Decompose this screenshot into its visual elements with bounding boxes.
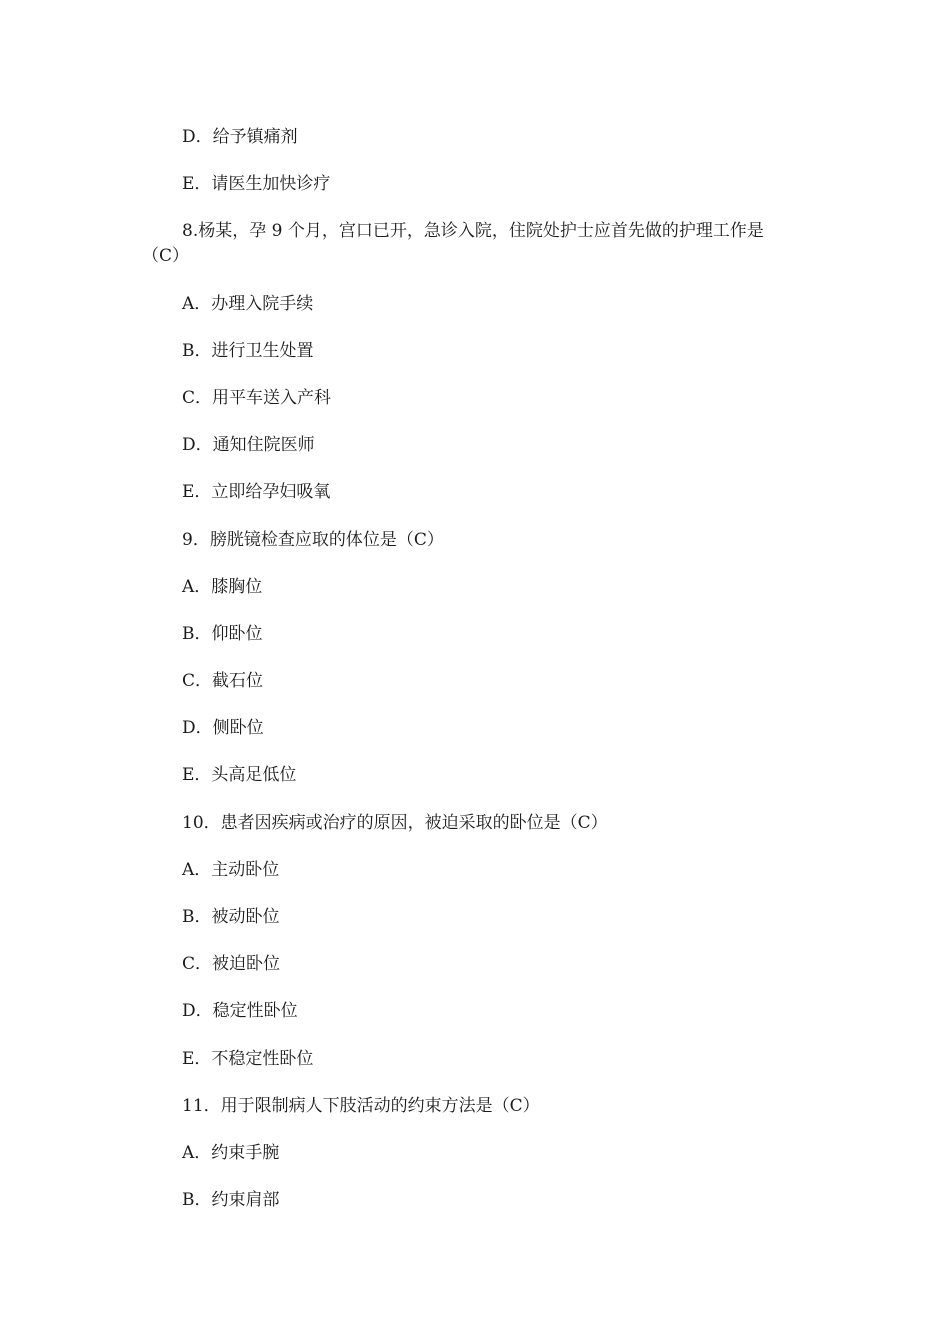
option-a-q9: A．膝胸位 bbox=[182, 577, 263, 597]
option-d-q7: D．给予镇痛剂 bbox=[182, 127, 298, 147]
option-b-q8: B．进行卫生处置 bbox=[182, 341, 314, 361]
question-11: 11．用于限制病人下肢活动的约束方法是（C） bbox=[182, 1096, 540, 1116]
option-c-q10: C．被迫卧位 bbox=[182, 954, 281, 974]
option-b-q9: B．仰卧位 bbox=[182, 624, 263, 644]
option-e-q9: E．头高足低位 bbox=[182, 765, 297, 785]
option-a-q11: A．约束手腕 bbox=[182, 1143, 280, 1163]
option-d-q9: D．侧卧位 bbox=[182, 718, 264, 738]
option-c-q8: C．用平车送入产科 bbox=[182, 388, 332, 408]
question-8-answer: （C） bbox=[142, 246, 190, 266]
question-8: 8.杨某，孕 9 个月，宫口已开，急诊入院，住院处护士应首先做的护理工作是 bbox=[182, 221, 764, 241]
option-b-q10: B．被动卧位 bbox=[182, 907, 280, 927]
option-b-q11: B．约束肩部 bbox=[182, 1190, 280, 1210]
option-a-q10: A．主动卧位 bbox=[182, 860, 280, 880]
option-e-q10: E．不稳定性卧位 bbox=[182, 1049, 314, 1069]
option-c-q9: C．截石位 bbox=[182, 671, 264, 691]
option-a-q8: A．办理入院手续 bbox=[182, 294, 314, 314]
option-e-q8: E．立即给孕妇吸氧 bbox=[182, 482, 331, 502]
option-e-q7: E．请医生加快诊疗 bbox=[182, 174, 331, 194]
option-d-q10: D．稳定性卧位 bbox=[182, 1001, 298, 1021]
option-d-q8: D．通知住院医师 bbox=[182, 435, 315, 455]
question-10: 10．患者因疾病或治疗的原因，被迫采取的卧位是（C） bbox=[182, 813, 608, 833]
question-9: 9．膀胱镜检查应取的体位是（C） bbox=[182, 530, 444, 550]
